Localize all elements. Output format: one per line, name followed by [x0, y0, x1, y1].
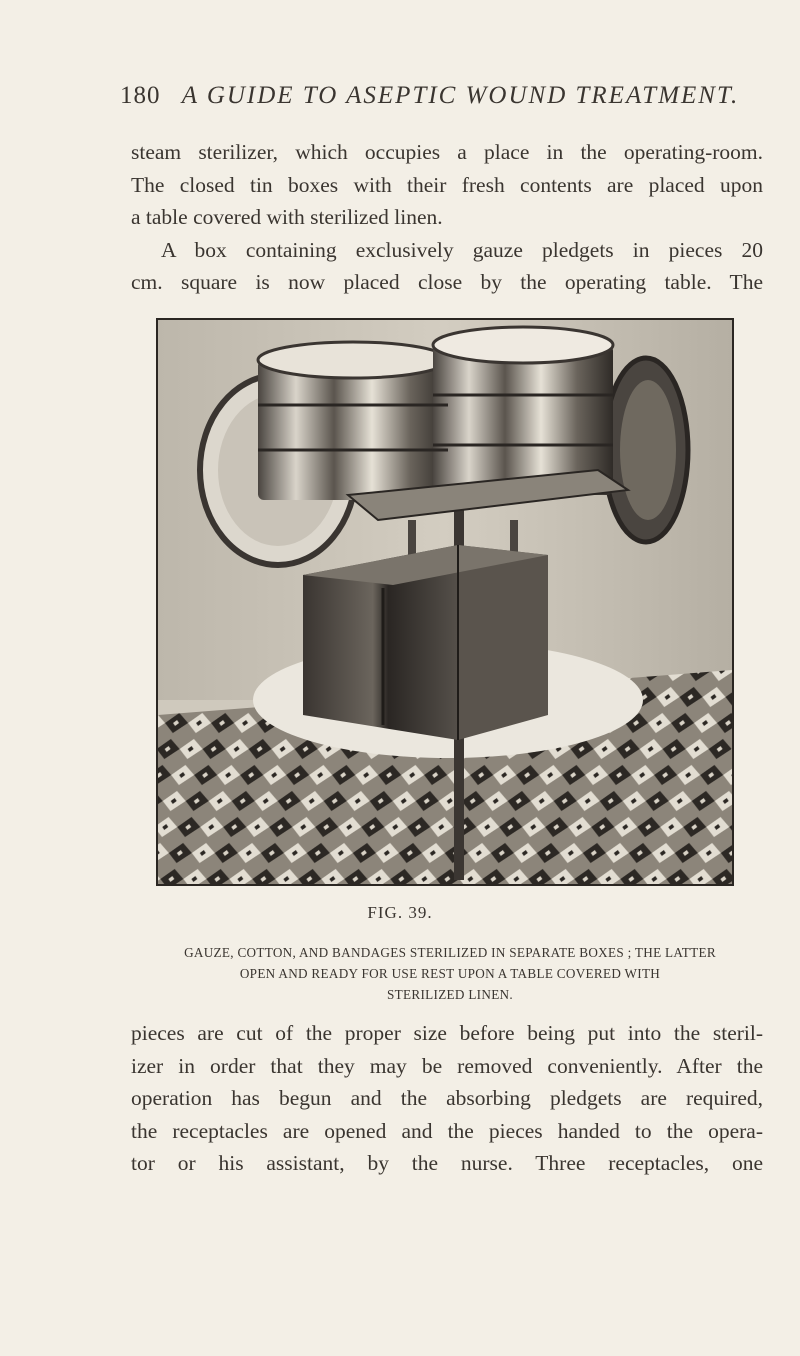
- running-head: [120, 82, 740, 110]
- text-line: cm. square is now placed close by the operating table. The: [131, 270, 763, 294]
- sterilizer-boxes-illustration: [158, 320, 732, 884]
- figure-label: FIG. 39.: [367, 903, 433, 922]
- figure-caption: [138, 942, 762, 1005]
- caption-line: GAUZE, COTTON, AND BANDAGES STERILIZED IN SEPARATE BOXES ; THE LATTER: [184, 945, 716, 960]
- text-line: the receptacles are opened and the pieces handed to the opera-: [131, 1118, 763, 1143]
- caption-line: STERILIZED LINEN.: [387, 987, 513, 1002]
- page-number: 180: [120, 82, 161, 109]
- running-title: A GUIDE TO ASEPTIC WOUND TREATMENT.: [181, 82, 740, 109]
- caption-line: OPEN AND READY FOR USE REST UPON A TABLE COVERED WITH: [239, 966, 661, 981]
- text-line: steam sterilizer, which occupies a place in the operating-room.: [131, 140, 763, 164]
- text-line: The closed tin boxes with their fresh contents are placed upon: [131, 172, 763, 197]
- paragraph-bottom: [131, 1017, 763, 1180]
- text-line: izer in order that they may be removed conveniently. After the: [131, 1053, 763, 1078]
- text-line: A box containing exclusively gauze pledgets in pieces 20: [161, 237, 763, 262]
- text-line: tor or his assistant, by the nurse. Three receptacles, one: [131, 1151, 763, 1175]
- text-line: operation has begun and the absorbing pledgets are required,: [131, 1086, 763, 1110]
- figure-photograph: [156, 318, 734, 886]
- text-line: pieces are cut of the proper size before being put into the steril-: [131, 1021, 763, 1045]
- text-line: a table covered with sterilized linen.: [131, 205, 443, 229]
- paragraph-top: [131, 136, 763, 299]
